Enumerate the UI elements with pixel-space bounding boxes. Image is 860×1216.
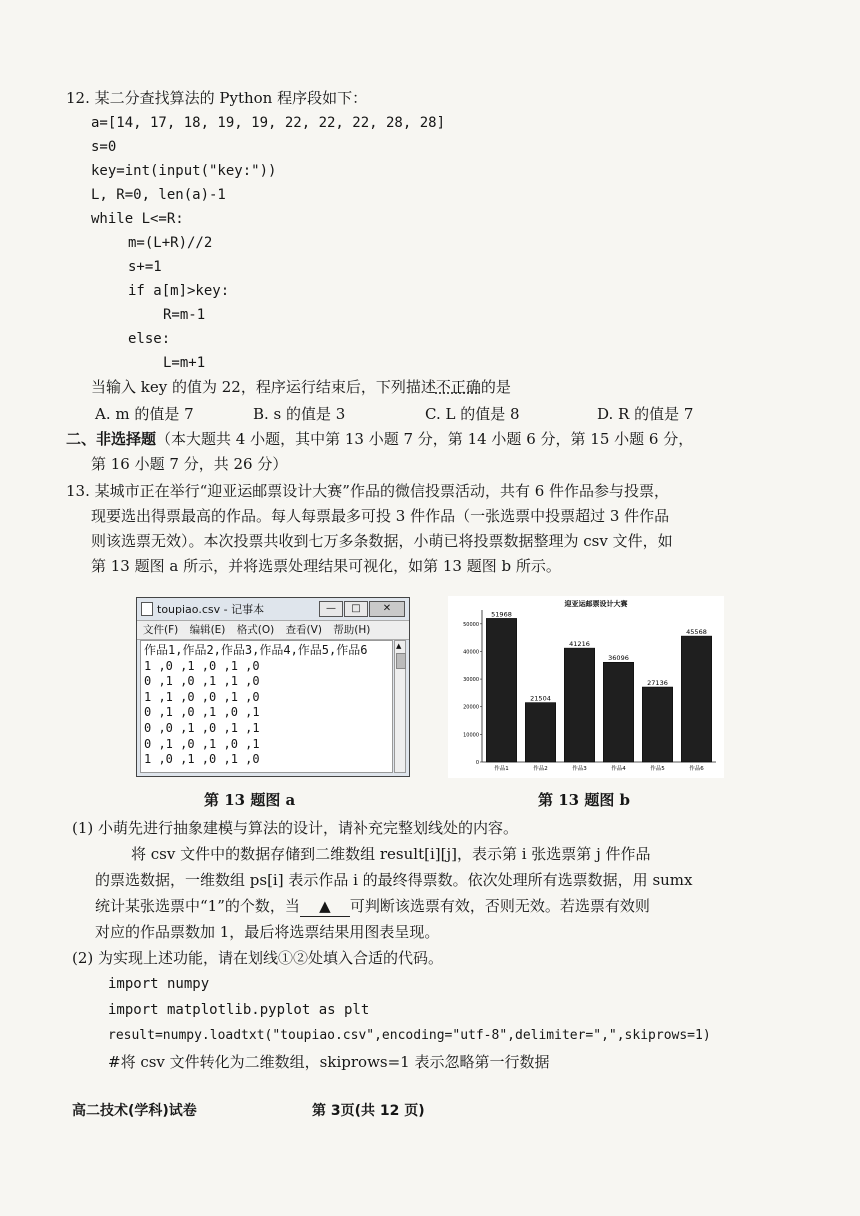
section2-title: 二、非选择题 <box>66 430 157 448</box>
notepad-text-area[interactable] <box>140 640 393 773</box>
bar <box>603 662 633 762</box>
chart-title: 迎亚运邮票设计大赛 <box>564 600 628 608</box>
section2-header <box>66 429 693 449</box>
csv-line: 1 ,0 ,1 ,0 ,1 ,0 <box>144 658 260 673</box>
bar-value-label: 36096 <box>608 654 629 663</box>
notepad-window <box>136 597 410 777</box>
bar <box>642 687 672 762</box>
q12-code-line: L=m+1 <box>163 355 206 371</box>
csv-line: 1 ,1 ,0 ,0 ,1 ,0 <box>144 689 260 704</box>
x-tick-label: 作品5 <box>650 766 665 772</box>
q12-code-line: m=(L+R)//2 <box>128 235 213 251</box>
x-tick-label: 作品6 <box>689 766 704 772</box>
y-tick-label: 50000 <box>463 621 479 628</box>
q12-code-line: s+=1 <box>128 259 162 275</box>
q12-code-line: else: <box>128 331 171 347</box>
minimize-button[interactable]: — <box>319 601 343 617</box>
x-tick-label: 作品1 <box>494 766 509 772</box>
menu-help[interactable]: 帮助(H) <box>333 624 371 636</box>
q13-code-line: import matplotlib.pyplot as plt <box>108 1002 370 1018</box>
csv-line: 0 ,1 ,0 ,1 ,0 ,1 <box>144 736 260 751</box>
q12-code-line: while L<=R: <box>91 211 184 227</box>
q12-stem: 12. 某二分查找算法的 Python 程序段如下： <box>66 89 368 107</box>
y-tick-label: 30000 <box>463 677 479 684</box>
bar <box>681 636 711 762</box>
close-button[interactable]: ✕ <box>369 601 405 617</box>
csv-line: 1 ,0 ,1 ,0 ,1 ,0 <box>144 752 260 767</box>
q13-sub2-title: (2) 为实现上述功能，请在划线①②处填入合适的代码。 <box>72 949 444 967</box>
q13-sub1-pre: 统计某张选票中“1”的个数，当 <box>95 897 300 915</box>
q12-option-d: D. R 的值是 7 <box>597 405 694 423</box>
x-tick-label: 作品2 <box>533 766 548 772</box>
q12-code-line: if a[m]>key: <box>128 283 230 299</box>
csv-line: 0 ,1 ,0 ,1 ,0 ,1 <box>144 705 260 720</box>
maximize-button[interactable]: □ <box>344 601 368 617</box>
q13-para: 则该选票无效）。本次投票共收到七万多条数据，小萌已将投票数据整理为 csv 文件，如 <box>91 532 673 550</box>
q13-para: 第 13 题图 a 所示，并将选票处理结果可视化，如第 13 题图 b 所示。 <box>91 557 561 575</box>
q13-para: 现要选出得票最高的作品。每人每票最多可投 3 件作品（一张选票中投票超过 3 件作品 <box>91 507 670 525</box>
bar-value-label: 41216 <box>569 640 590 649</box>
q13-code-comment: #将 csv 文件转化为二维数组，skiprows=1 表示忽略第一行数据 <box>108 1053 550 1071</box>
q13-sub1-line-blank <box>95 896 650 917</box>
section2-desc-2: 第 16 小题 7 分，共 26 分） <box>91 455 288 473</box>
menu-edit[interactable]: 编辑(E) <box>189 624 226 636</box>
answer-blank[interactable]: ▲ <box>300 896 350 917</box>
scroll-up-icon[interactable]: ▲ <box>396 642 402 650</box>
notepad-doc-icon <box>141 602 153 616</box>
q12-code-line: s=0 <box>91 139 117 155</box>
q13-sub1-line: 将 csv 文件中的数据存储到二维数组 result[i][j]，表示第 i 张选票第 j 件作品 <box>131 845 651 863</box>
bar-value-label: 21504 <box>530 694 551 703</box>
csv-line: 作品1,作品2,作品3,作品4,作品5,作品6 <box>144 643 368 657</box>
scroll-thumb[interactable] <box>396 653 406 669</box>
q13-sub1-post: 可判断该选票有效，否则无效。若选票有效则 <box>349 897 650 915</box>
notepad-title: toupiao.csv - 记事本 <box>157 603 265 616</box>
vote-bar-chart <box>448 596 724 778</box>
bar-value-label: 27136 <box>647 679 668 688</box>
section2-desc: （本大题共 4 小题，其中第 13 小题 7 分，第 14 小题 6 分，第 15 小题 6 分， <box>156 430 694 448</box>
q13-code-line: import numpy <box>108 976 210 992</box>
q12-code-line: a=[14, 17, 18, 19, 19, 22, 22, 22, 28, 28] <box>91 115 446 131</box>
q12-question-post: 的是 <box>480 378 511 396</box>
figure-b-caption: 第 13 题图 b <box>538 791 631 809</box>
figure-a-caption: 第 13 题图 a <box>204 791 296 809</box>
x-tick-label: 作品3 <box>572 766 587 772</box>
q12-question-pre: 当输入 key 的值为 22，程序运行结束后，下列描述 <box>91 378 436 396</box>
q13-sub1-title: (1) 小萌先进行抽象建模与算法的设计，请补充完整划线处的内容。 <box>72 819 519 837</box>
y-tick-label: 0 <box>475 760 479 766</box>
bar-value-label: 45568 <box>686 628 707 637</box>
bar-value-label: 51968 <box>491 610 512 619</box>
vertical-scrollbar[interactable] <box>394 640 406 773</box>
window-controls <box>319 601 405 617</box>
q12-option-b: B. s 的值是 3 <box>253 405 346 423</box>
menu-format[interactable]: 格式(O) <box>236 624 275 636</box>
menu-file[interactable]: 文件(F) <box>143 624 179 636</box>
q13-sub1-line: 对应的作品票数加 1，最后将选票结果用图表呈现。 <box>95 923 440 941</box>
y-tick-label: 20000 <box>463 704 479 711</box>
q12-code-line: L, R=0, len(a)-1 <box>91 187 226 203</box>
x-tick-label: 作品4 <box>611 766 626 772</box>
y-tick-label: 10000 <box>463 732 479 739</box>
chart-svg <box>448 596 724 778</box>
q12-question-emph: 不正确 <box>435 378 481 396</box>
q13-code-line: result=numpy.loadtxt("toupiao.csv",encoding="utf-8",delimiter=",",skiprows=1) <box>108 1028 711 1043</box>
q12-option-a: A. m 的值是 7 <box>95 405 194 423</box>
bar <box>525 703 555 762</box>
q13-sub1-line: 的票选数据，一维数组 ps[i] 表示作品 i 的最终得票数。依次处理所有选票数据，用 sumx <box>95 871 693 889</box>
q12-code-line: key=int(input("key:")) <box>91 163 277 179</box>
csv-line: 0 ,1 ,0 ,1 ,1 ,0 <box>144 674 260 689</box>
bar <box>486 618 516 762</box>
footer-left: 高二技术(学科)试卷 <box>72 1103 197 1119</box>
q12-code-line: R=m-1 <box>163 307 206 323</box>
menu-view[interactable]: 查看(V) <box>285 624 322 636</box>
csv-line: 0 ,0 ,1 ,0 ,1 ,1 <box>144 720 260 735</box>
q13-para: 13. 某城市正在举行“迎亚运邮票设计大赛”作品的微信投票活动，共有 6 件作品参与投票， <box>66 482 670 500</box>
y-tick-label: 40000 <box>463 649 479 656</box>
q12-option-c: C. L 的值是 8 <box>425 405 520 423</box>
q12-question <box>91 377 511 397</box>
notepad-menubar <box>137 620 409 640</box>
footer-page-number: 第 3页(共 12 页) <box>312 1103 425 1119</box>
bar <box>564 648 594 762</box>
